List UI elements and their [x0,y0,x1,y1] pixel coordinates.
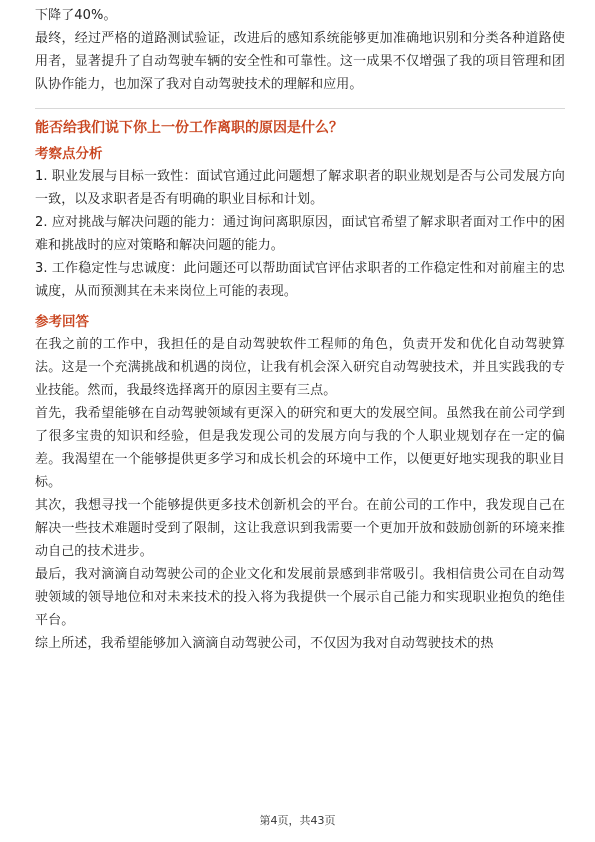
analysis-item-3: 3. 工作稳定性与忠诚度：此问题还可以帮助面试官评估求职者的工作稳定性和对前雇主的忠诚度，从而预测其在未来岗位上可能的表现。 [35,261,565,299]
section-divider [35,108,565,109]
page-content [35,0,565,655]
answer-paragraph-4: 最后，我对滴滴自动驾驶公司的企业文化和发展前景感到非常吸引。我相信贵公司在自动驾驶领域的领导地位和对未来技术的投入将为我提供一个展示自己能力和实现职业抱负的绝佳平台。 [35,567,565,628]
intro-paragraph-2: 最终，经过严格的道路测试验证，改进后的感知系统能够更加准确地识别和分类各种道路使用者，显著提升了自动驾驶车辆的安全性和可靠性。这一成果不仅增强了我的项目管理和团队协作能力，也加深了我对自动驾驶技术的理解和应用。 [35,31,565,92]
answer-paragraph-1: 在我之前的工作中，我担任的是自动驾驶软件工程师的角色，负责开发和优化自动驾驶算法。这是一个充满挑战和机遇的岗位，让我有机会深入研究自动驾驶技术，并且实践我的专业技能。然而，我最终选择离开的原因主要有三点。 [35,337,565,398]
answer-paragraph-5: 综上所述，我希望能够加入滴滴自动驾驶公司，不仅因为我对自动驾驶技术的热 [35,636,494,651]
spacer [35,303,565,308]
analysis-item-2: 2. 应对挑战与解决问题的能力：通过询问离职原因，面试官希望了解求职者面对工作中的困难和挑战时的应对策略和解决问题的能力。 [35,215,565,253]
analysis-item-1: 1. 职业发展与目标一致性：面试官通过此问题想了解求职者的职业规划是否与公司发展方向一致，以及求职者是否有明确的职业目标和计划。 [35,169,565,207]
answer-title: 参考回答 [35,314,89,330]
answer-paragraph-3: 其次，我想寻找一个能够提供更多技术创新机会的平台。在前公司的工作中，我发现自己在解决一些技术难题时受到了限制，这让我意识到我需要一个更加开放和鼓励创新的环境来推动自己的技术进步。 [35,498,565,559]
page-number: 第4页，共43页 [259,814,336,827]
intro-paragraph-1: 下降了40%。 [35,8,117,23]
interview-question: 能否给我们说下你上一份工作离职的原因是什么？ [35,120,343,136]
answer-paragraph-2: 首先，我希望能够在自动驾驶领域有更深入的研究和更大的发展空间。虽然我在前公司学到了很多宝贵的知识和经验，但是我发现公司的发展方向与我的个人职业规划存在一定的偏差。我渴望在一个能够提供更多学习和成长机会的环境中工作，以便更好地实现我的职业目标。 [35,406,565,490]
analysis-title: 考察点分析 [35,146,103,162]
